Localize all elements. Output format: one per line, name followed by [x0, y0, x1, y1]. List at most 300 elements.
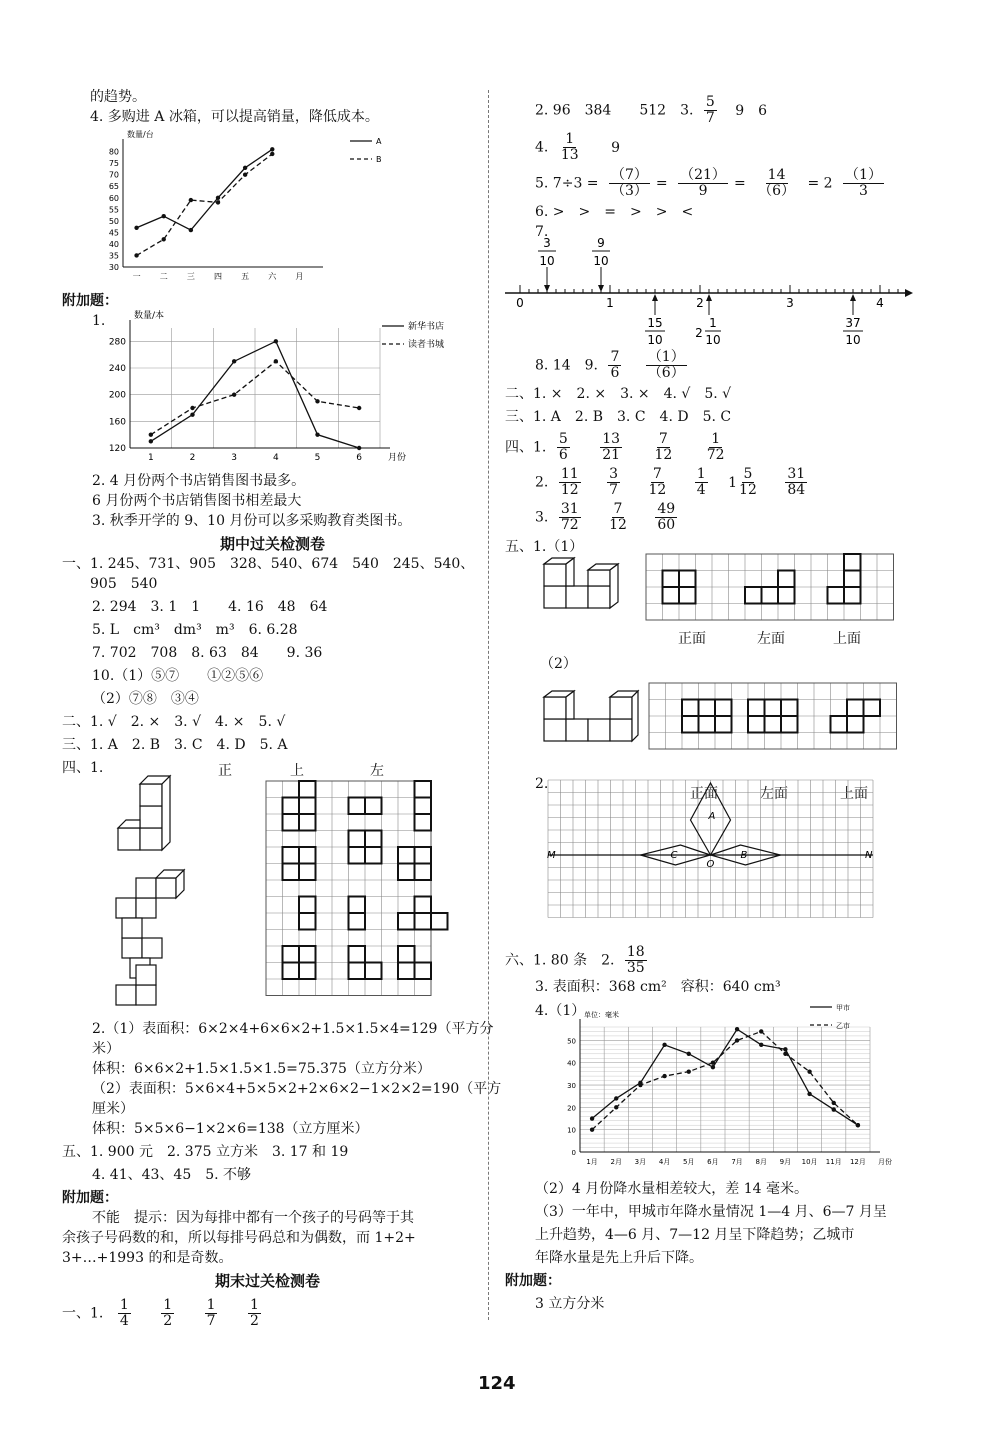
- answer-text: 六、1. 80 条 2.: [505, 952, 615, 969]
- view-square: [299, 897, 316, 914]
- view-square: [765, 716, 782, 733]
- label-b: B: [740, 850, 748, 861]
- data-point: [162, 237, 166, 241]
- y-tick-label: 50: [108, 216, 119, 226]
- data-point: [357, 406, 361, 410]
- label-c: C: [670, 850, 678, 861]
- view-square: [431, 913, 448, 930]
- data-point: [243, 172, 247, 176]
- x-tick-label: 2月: [610, 1158, 622, 1166]
- view-square: [299, 946, 316, 963]
- fraction-denominator: 7: [609, 482, 619, 498]
- text-line: 5. 7÷3 = $\frac{(7)}{(3)}$ = $\frac{(21)}{9}$ = $\frac{14}{(6)}$ = 2 $\frac{(1)}{3}$: [535, 167, 882, 199]
- series-line-B: [137, 154, 273, 256]
- view-square: [778, 571, 795, 588]
- view-square: [349, 897, 366, 914]
- data-point: [856, 1123, 860, 1127]
- label-o: O: [706, 859, 715, 870]
- x-tick-label: 12月: [849, 1158, 866, 1166]
- fraction-numerator: 9: [597, 236, 605, 250]
- fraction-denominator: 4: [119, 1313, 129, 1329]
- text-line: [535, 132, 620, 163]
- x-axis-label: 月份: [878, 1158, 892, 1166]
- data-point: [190, 412, 194, 416]
- legend-label: 乙市: [836, 1022, 850, 1030]
- view-square: [299, 814, 316, 831]
- view-square: [415, 781, 432, 798]
- legend-label: 读者书城: [408, 340, 445, 350]
- data-point: [149, 439, 153, 443]
- text-line: 的趋势。: [90, 89, 146, 105]
- y-tick-label: 120: [108, 444, 126, 454]
- view-label-left: 左: [370, 763, 384, 779]
- text-line: 905 540: [90, 576, 158, 592]
- data-point: [189, 228, 193, 232]
- view-square: [349, 831, 366, 848]
- symmetry-grid: [548, 780, 878, 930]
- x-tick-label: 月: [295, 272, 304, 281]
- data-point: [687, 1069, 691, 1073]
- data-point: [315, 432, 319, 436]
- fraction-denominator: 72: [560, 517, 579, 533]
- text-line: 四、1.: [62, 760, 104, 776]
- fraction-numerator: 1: [565, 131, 575, 147]
- view-square: [365, 831, 382, 848]
- text-line: 厘米）: [92, 1101, 134, 1117]
- three-view-grid-5-2: [648, 682, 903, 762]
- y-tick-label: 40: [108, 239, 119, 249]
- data-point: [711, 1065, 715, 1069]
- view-square: [299, 781, 316, 798]
- view-square: [847, 700, 864, 717]
- fraction-numerator: 1: [206, 1297, 216, 1313]
- y-tick-label: 280: [108, 337, 126, 348]
- mixed-whole: 2: [695, 326, 703, 340]
- data-point: [807, 1092, 811, 1096]
- view-square: [762, 587, 779, 604]
- section-title: 期中过关检测卷: [220, 535, 326, 553]
- x-tick-label: 8月: [755, 1158, 767, 1166]
- view-label-top: 上面: [833, 631, 861, 647]
- y-tick-label: 240: [108, 364, 126, 374]
- answer-text: 2. 96 384 512 3.: [535, 102, 694, 119]
- view-square: [748, 716, 765, 733]
- fraction-numerator: 1: [119, 1297, 129, 1313]
- text-line: 年降水量是先上升后下降。: [535, 1250, 703, 1266]
- x-tick-label: 6: [356, 453, 363, 463]
- data-point: [687, 1052, 691, 1056]
- view-square: [778, 587, 795, 604]
- view-square: [398, 913, 415, 930]
- line-chart-bookstore: [100, 308, 460, 473]
- arrow-icon: [598, 285, 604, 292]
- answer-text: 四、1.: [505, 439, 547, 456]
- y-tick-label: 20: [567, 1104, 576, 1113]
- text-line: 2.（1）表面积：6×2×4+6×6×2+1.5×1.5×4=129（平方分: [92, 1021, 494, 1037]
- fraction-denominator: 4: [696, 482, 706, 498]
- view-square: [283, 864, 300, 881]
- fraction-numerator: 5: [558, 431, 568, 447]
- column-divider: [488, 90, 489, 1320]
- fraction-denominator: 12: [739, 482, 757, 498]
- text-line: [505, 945, 653, 976]
- fraction-denominator: （3）: [611, 183, 648, 199]
- fraction-denominator: 10: [647, 333, 663, 347]
- view-square: [781, 700, 798, 717]
- answer-text: 9 6: [735, 102, 768, 119]
- view-square: [745, 587, 762, 604]
- y-tick-label: 75: [108, 159, 119, 169]
- y-tick-label: 40: [567, 1059, 576, 1068]
- data-point: [783, 1052, 787, 1056]
- text-line: （2）: [540, 656, 577, 672]
- data-point: [783, 1047, 787, 1051]
- view-square: [365, 798, 382, 815]
- view-square: [679, 587, 696, 604]
- text-line: 4.（1）: [535, 1003, 586, 1019]
- arrow-icon: [905, 289, 913, 297]
- fraction-numerator: 13: [602, 431, 621, 447]
- x-tick-label: 二: [159, 272, 168, 281]
- y-tick-label: 0: [571, 1149, 576, 1157]
- x-tick-label: 1: [147, 453, 154, 463]
- fraction-numerator: 31: [787, 466, 806, 482]
- text-line: 一、1. 245、731、905 328、540、674 540 245、540、: [62, 556, 475, 572]
- tick-label: 0: [516, 296, 524, 310]
- section-label: 附加题：: [505, 1273, 561, 1289]
- x-tick-label: 5: [314, 453, 321, 463]
- fraction-denominator: 9: [698, 183, 708, 199]
- view-square: [283, 847, 300, 864]
- fraction-numerator: 3: [543, 236, 551, 250]
- legend-label: A: [376, 137, 382, 146]
- view-square: [663, 587, 680, 604]
- text-line: 4. 41、43、45 5. 不够: [92, 1167, 252, 1183]
- tick-label: 2: [696, 296, 704, 310]
- fraction-denominator: 10: [593, 254, 609, 268]
- text-line: 五、1.（1）: [505, 539, 584, 555]
- fraction-numerator: 7: [658, 431, 668, 447]
- text-line: [535, 467, 813, 498]
- data-point: [216, 200, 220, 204]
- view-square: [415, 814, 432, 831]
- x-tick-label: 3: [231, 453, 238, 463]
- text-line: [505, 432, 733, 463]
- view-square: [682, 716, 699, 733]
- x-tick-label: 1月: [586, 1158, 598, 1166]
- x-tick-label: 一: [132, 272, 141, 281]
- fraction-numerator: 5: [743, 466, 753, 482]
- arrow-icon: [544, 285, 550, 292]
- text-line: 二、1. × 2. × 3. × 4. √ 5. √: [505, 386, 732, 402]
- view-square: [847, 716, 864, 733]
- label-m: M: [547, 850, 556, 861]
- text-line: 不能 提示：因为每排中都有一个孩子的号码等于其: [92, 1210, 414, 1226]
- view-label-left: 左面: [757, 631, 785, 647]
- x-tick-label: 四: [214, 272, 222, 281]
- view-square: [699, 700, 716, 717]
- fraction-denominator: 7: [206, 1313, 216, 1329]
- data-point: [590, 1116, 594, 1120]
- text-line: [535, 95, 767, 126]
- arrow-icon: [706, 294, 712, 301]
- fraction-numerator: （1）: [647, 349, 685, 365]
- text-line: 3. 秋季开学的 9、10 月份可以多采购教育类图书。: [92, 513, 412, 529]
- data-point: [190, 406, 194, 410]
- view-square: [398, 847, 415, 864]
- view-label-top: 上: [290, 763, 304, 779]
- view-square: [765, 700, 782, 717]
- data-point: [662, 1074, 666, 1078]
- x-tick-label: 6月: [707, 1158, 719, 1166]
- y-tick-label: 45: [108, 228, 119, 238]
- fraction-denominator: 7: [705, 110, 715, 126]
- y-axis-label: 数量/台: [127, 130, 154, 139]
- text-line: 6. > > = > > <: [535, 204, 694, 220]
- label-a: A: [708, 811, 716, 822]
- data-point: [759, 1029, 763, 1033]
- fraction-denominator: 10: [539, 254, 555, 268]
- text-line: 五、1. 900 元 2. 375 立方米 3. 17 和 19: [62, 1144, 349, 1160]
- data-point: [759, 1043, 763, 1047]
- fraction-numerator: 7: [613, 501, 623, 517]
- fraction-numerator: 11: [560, 466, 579, 482]
- view-square: [415, 798, 432, 815]
- data-point: [149, 432, 153, 436]
- answer-text: 4.: [535, 139, 549, 156]
- text-line: （2）4 月份降水量相差较大，差 14 毫米。: [535, 1181, 808, 1197]
- x-tick-label: 5月: [683, 1158, 695, 1166]
- view-square: [663, 571, 680, 588]
- text-line: 三、1. A 2. B 3. C 4. D 5. C: [505, 409, 732, 425]
- y-tick-label: 160: [108, 417, 126, 428]
- fraction-denominator: 6: [610, 365, 620, 381]
- view-square: [283, 814, 300, 831]
- data-point: [735, 1038, 739, 1042]
- text-line: 上升趋势，4—6 月、7—12 月呈下降趋势；乙城市: [535, 1227, 855, 1243]
- data-point: [162, 214, 166, 218]
- x-axis-label: 月份: [388, 453, 407, 463]
- x-tick-label: 2: [189, 453, 196, 463]
- data-point: [232, 392, 236, 396]
- text-line: 3+…+1993 的和是奇数。: [62, 1250, 233, 1266]
- fraction-numerator: 1: [709, 316, 717, 330]
- x-tick-label: 9月: [779, 1158, 792, 1166]
- y-axis-label: 单位：毫米: [584, 1011, 619, 1019]
- fraction-numerator: 18: [626, 944, 645, 960]
- text-line: 体积：5×5×6−1×2×6=138（立方厘米）: [92, 1121, 369, 1137]
- data-point: [614, 1105, 618, 1109]
- fraction-denominator: 10: [705, 333, 721, 347]
- fraction-denominator: 60: [657, 517, 676, 533]
- fraction-numerator: 37: [845, 316, 861, 330]
- text-line: 三、1. A 2. B 3. C 4. D 5. A: [62, 737, 288, 753]
- fraction-numerator: 1: [711, 431, 721, 447]
- data-point: [735, 1027, 739, 1031]
- answer-text: 2.: [535, 474, 549, 491]
- x-tick-label: 3月: [634, 1158, 647, 1166]
- fraction-numerator: 1: [249, 1297, 259, 1313]
- y-axis-label: 数量/本: [134, 311, 165, 321]
- section-label: 附加题：: [62, 293, 118, 309]
- text-line: 2.: [535, 776, 549, 792]
- view-square: [349, 963, 366, 980]
- fraction-numerator: （1）: [845, 167, 882, 183]
- fraction-denominator: 12: [648, 482, 667, 498]
- view-square: [699, 716, 716, 733]
- y-tick-label: 50: [567, 1037, 576, 1046]
- view-square: [748, 700, 765, 717]
- data-point: [315, 399, 319, 403]
- fraction-denominator: （6）: [647, 365, 685, 381]
- text-line: 2. 4 月份两个书店销售图书最多。: [92, 473, 306, 489]
- y-tick-label: 60: [108, 193, 119, 203]
- y-tick-label: 10: [567, 1126, 576, 1135]
- fraction-numerator: （21）: [680, 167, 726, 183]
- section-title: 期末过关检测卷: [215, 1272, 321, 1290]
- text-line: 4. 多购进 A 冰箱，可以提高销量，降低成本。: [90, 109, 379, 125]
- view-square: [349, 913, 366, 930]
- view-label-left: 左面: [760, 786, 788, 802]
- view-square: [365, 847, 382, 864]
- x-tick-label: 六: [268, 272, 277, 281]
- fraction-denominator: 13: [560, 147, 579, 163]
- legend-label: 新华书店: [408, 322, 445, 332]
- fraction-denominator: 12: [609, 517, 627, 533]
- fraction-numerator: （7）: [611, 167, 648, 183]
- text-line: （2）⑦⑧ ③④: [92, 691, 199, 707]
- data-point: [270, 152, 274, 156]
- text-line: [535, 350, 693, 381]
- y-tick-label: 35: [108, 251, 119, 261]
- label-n: N: [865, 850, 873, 861]
- line-chart-refrigerator: [95, 125, 425, 290]
- answer-text: 3.: [535, 509, 549, 526]
- legend-label: B: [376, 155, 382, 164]
- text-line: 7.: [535, 224, 549, 240]
- y-tick-label: 65: [108, 182, 119, 192]
- view-square: [831, 716, 848, 733]
- text-line: （3）一年中，甲城市年降水量情况 1—4 月、6—7 月呈: [535, 1204, 887, 1220]
- view-square: [415, 847, 432, 864]
- arrow-icon: [850, 294, 856, 301]
- question-number: 一、1.: [62, 1305, 104, 1322]
- y-tick-label: 55: [108, 205, 119, 215]
- text-line: 余孩子号码数的和，所以每排号码总和为偶数，而 1+2+: [62, 1230, 416, 1246]
- x-tick-label: 11月: [825, 1158, 842, 1166]
- answer-text: 9: [611, 139, 621, 156]
- x-tick-label: 10月: [801, 1158, 818, 1166]
- view-square: [844, 587, 861, 604]
- view-square: [715, 716, 732, 733]
- three-view-grid-left: [265, 780, 435, 1010]
- text-line: 10.（1）⑤⑦ ①②⑤⑥: [92, 668, 264, 684]
- view-square: [299, 913, 316, 930]
- data-point: [134, 253, 138, 257]
- view-square: [349, 946, 366, 963]
- fraction-denominator: 72: [706, 447, 725, 463]
- text-line: （2）表面积：5×6×4+5×5×2+2×6×2−1×2×2=190（平方: [92, 1081, 502, 1097]
- view-square: [415, 913, 432, 930]
- y-tick-label: 200: [108, 390, 126, 401]
- text-line: 二、1. √ 2. × 3. √ 4. × 5. √: [62, 714, 286, 730]
- x-tick-label: 三: [186, 272, 195, 281]
- text-line: 5. L cm³ dm³ m³ 6. 6.28: [92, 622, 298, 638]
- view-square: [679, 571, 696, 588]
- fraction-denominator: 10: [845, 333, 861, 347]
- data-point: [274, 339, 278, 343]
- data-point: [270, 147, 274, 151]
- three-view-grid-5-1: [645, 553, 900, 633]
- answer-text: 5. 7÷3 =: [535, 175, 599, 192]
- answer-text: 8. 14 9.: [535, 357, 598, 374]
- data-point: [590, 1127, 594, 1131]
- text-line: 6 月份两个书店销售图书相差最大: [92, 493, 302, 509]
- view-square: [398, 963, 415, 980]
- view-square: [415, 897, 432, 914]
- fraction-numerator: 7: [652, 466, 662, 482]
- series-line-A: [137, 149, 273, 230]
- data-point: [357, 446, 361, 450]
- fraction-denominator: 2: [163, 1313, 173, 1329]
- data-point: [662, 1043, 666, 1047]
- page-number: 124: [478, 1373, 516, 1394]
- fraction-numerator: 7: [610, 349, 620, 365]
- view-label-front: 正面: [690, 786, 718, 802]
- data-point: [832, 1101, 836, 1105]
- view-square: [781, 716, 798, 733]
- x-tick-label: 7月: [731, 1158, 743, 1166]
- data-point: [711, 1061, 715, 1065]
- text-line: 7. 702 708 8. 63 84 9. 36: [92, 645, 323, 661]
- view-square: [299, 798, 316, 815]
- view-square: [299, 864, 316, 881]
- view-square: [398, 864, 415, 881]
- view-square: [299, 847, 316, 864]
- view-square: [715, 700, 732, 717]
- view-square: [299, 963, 316, 980]
- text-line: 米）: [92, 1041, 120, 1057]
- x-tick-label: 4: [272, 453, 279, 463]
- view-square: [365, 963, 382, 980]
- y-tick-label: 30: [567, 1082, 576, 1091]
- text-line: 3 立方分米: [535, 1296, 605, 1312]
- section-label: 附加题：: [62, 1190, 118, 1206]
- view-label-top: 上面: [840, 786, 868, 802]
- data-point: [232, 359, 236, 363]
- fraction-numerator: 31: [560, 501, 579, 517]
- fraction-denominator: 6: [558, 447, 568, 463]
- fraction-denominator: 2: [249, 1313, 259, 1329]
- data-point: [638, 1083, 642, 1087]
- cube-figure-5-2: [540, 685, 640, 755]
- view-label-front: 正: [218, 763, 232, 779]
- cube-figures-left: [108, 780, 258, 1010]
- fraction-numerator: 15: [647, 316, 663, 330]
- line-chart-rainfall: [555, 1005, 895, 1175]
- x-tick-label: 五: [241, 272, 250, 281]
- fraction-numerator: 5: [705, 94, 715, 110]
- data-point: [274, 359, 278, 363]
- fraction-denominator: （6）: [758, 183, 796, 199]
- cube-figure-5-1: [540, 560, 630, 620]
- fraction-numerator: 49: [657, 501, 676, 517]
- data-point: [243, 166, 247, 170]
- view-square: [398, 946, 415, 963]
- fraction-denominator: 35: [626, 960, 645, 976]
- view-square: [349, 847, 366, 864]
- fraction-numerator: 3: [609, 466, 619, 482]
